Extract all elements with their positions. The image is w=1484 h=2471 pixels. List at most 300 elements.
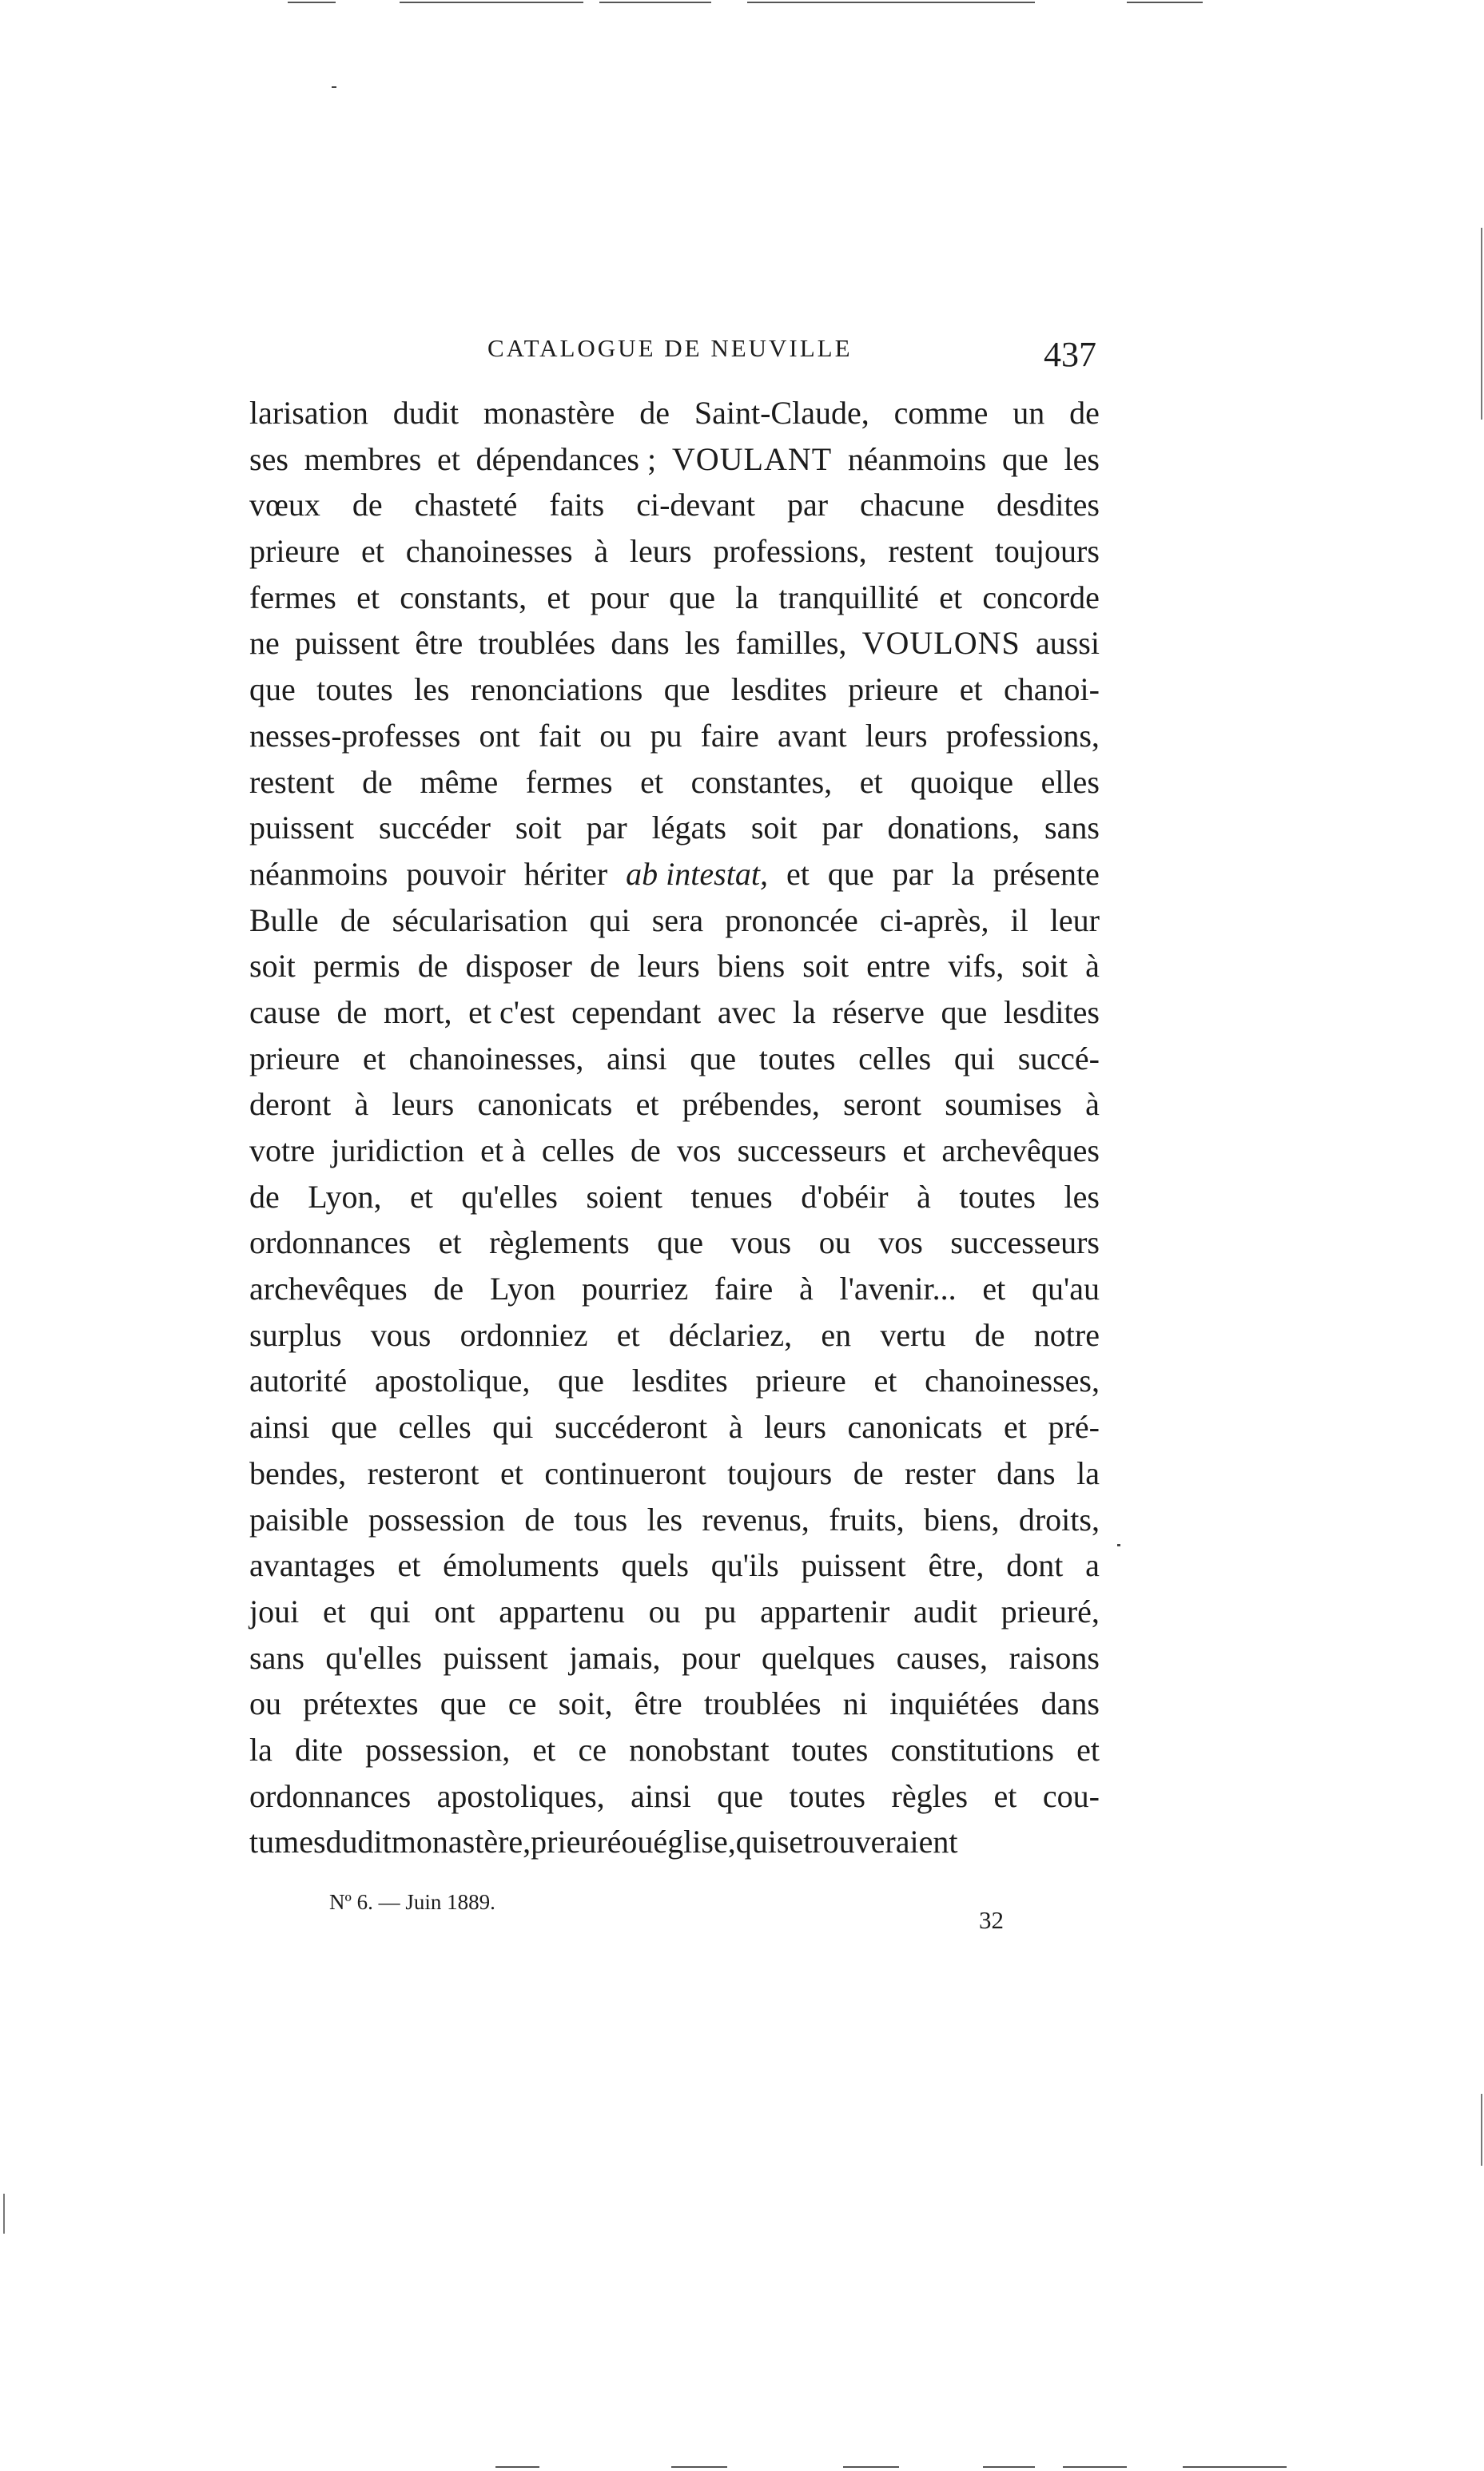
word: toutes	[758, 1040, 836, 1076]
text-line	[249, 1266, 1100, 1312]
text-line	[249, 436, 1100, 483]
word: jamais,	[569, 1639, 661, 1676]
word: ne	[249, 625, 280, 662]
text-line	[249, 989, 1100, 1036]
word: légats	[651, 810, 726, 846]
word: puissent	[249, 810, 355, 846]
word: et	[1003, 1409, 1027, 1446]
word: ordonniez	[460, 1316, 588, 1353]
word: soient	[586, 1178, 662, 1215]
word: sécularisation	[392, 901, 568, 938]
word: ordonnances	[249, 1777, 412, 1814]
word: qu'elles	[461, 1178, 558, 1215]
word: à	[728, 1409, 743, 1446]
word: ce	[578, 1731, 607, 1768]
word: leurs	[865, 717, 928, 754]
word: soit	[750, 810, 798, 846]
word: de	[1069, 395, 1100, 431]
word: par	[892, 855, 933, 892]
word: et	[397, 1547, 421, 1584]
word: chanoinesses,	[408, 1040, 584, 1076]
text-line	[249, 482, 1100, 528]
word: que	[249, 671, 296, 708]
word: puissent	[443, 1639, 548, 1676]
word: inquiétées	[889, 1685, 1020, 1722]
text-line	[249, 1589, 1100, 1635]
word: pouvoir	[406, 855, 506, 892]
word: puissent	[801, 1547, 906, 1584]
word: église,	[653, 1824, 736, 1860]
text-line	[249, 1174, 1100, 1220]
word: qui	[369, 1593, 411, 1629]
word: fermes	[249, 579, 336, 615]
word: fait	[538, 717, 582, 754]
word: donations,	[887, 810, 1020, 846]
word: chanoi-	[1004, 671, 1100, 708]
word: par	[586, 810, 627, 846]
word: sera	[651, 901, 704, 938]
word: canonicats	[847, 1409, 983, 1446]
word: cause	[249, 993, 320, 1030]
word: présente	[993, 855, 1100, 892]
scan-artifact	[1127, 2, 1203, 3]
word: prieure	[249, 533, 340, 570]
word: et	[982, 1271, 1006, 1307]
word: prieure	[755, 1363, 846, 1399]
word: possession,	[365, 1731, 511, 1768]
word: lesdites	[730, 671, 827, 708]
word: avant	[778, 717, 847, 754]
text-line	[249, 1312, 1100, 1359]
word: et	[873, 1363, 897, 1399]
word: nesses-professes	[249, 717, 461, 754]
word: et	[635, 1086, 659, 1123]
text-line	[249, 620, 1100, 666]
word: se	[776, 1824, 804, 1860]
word: soumises	[945, 1086, 1062, 1123]
text-line	[249, 1404, 1100, 1450]
word: ainsi	[631, 1777, 691, 1814]
word: néanmoins	[847, 440, 987, 477]
word: de	[631, 1132, 661, 1168]
word: pourriez	[581, 1271, 689, 1307]
word: être	[415, 625, 464, 662]
word: soit	[802, 948, 849, 985]
word: qu'ils	[710, 1547, 779, 1584]
text-line	[249, 1635, 1100, 1681]
word: pu	[650, 717, 682, 754]
word: qui	[735, 1824, 777, 1860]
word: de	[352, 487, 383, 523]
word: leurs	[629, 533, 692, 570]
word: que	[690, 1040, 737, 1076]
word: puissent	[294, 625, 400, 662]
scan-speck	[332, 86, 336, 88]
word: ordonnances	[249, 1224, 412, 1261]
word: leurs	[637, 948, 700, 985]
text-line	[249, 943, 1100, 989]
word: et	[356, 579, 380, 615]
word: larisation	[249, 395, 368, 431]
word: leur	[1049, 901, 1100, 938]
word: faits	[549, 487, 605, 523]
word: de	[524, 1501, 555, 1538]
word: dudit	[325, 1824, 392, 1860]
word: à	[1085, 1086, 1100, 1123]
word: leurs	[392, 1086, 455, 1123]
word: sans	[249, 1639, 304, 1676]
word: paisible	[249, 1501, 349, 1538]
word: ce	[507, 1685, 537, 1722]
word: que	[440, 1685, 487, 1722]
word: restent	[888, 533, 974, 570]
word: lesdites	[1003, 993, 1100, 1030]
word: celles	[541, 1132, 615, 1168]
text-line	[249, 575, 1100, 621]
word: droits,	[1018, 1501, 1100, 1538]
word: cou-	[1042, 1777, 1100, 1814]
word: dudit	[392, 395, 459, 431]
word: les	[684, 625, 721, 662]
word: leurs	[764, 1409, 826, 1446]
text-line	[249, 390, 1100, 436]
text-line	[249, 1128, 1100, 1174]
word: que	[331, 1409, 377, 1446]
word: de	[340, 901, 371, 938]
word: ses	[249, 440, 288, 477]
word: succé-	[1017, 1040, 1100, 1076]
word: fermes	[525, 763, 613, 800]
word: ou	[818, 1224, 851, 1261]
word: réserve	[832, 993, 925, 1030]
text-line	[249, 528, 1100, 575]
word: vertu	[880, 1316, 946, 1353]
word: et	[902, 1132, 926, 1168]
word: avec	[717, 993, 777, 1030]
word: tenues	[690, 1178, 773, 1215]
word: biens	[717, 948, 786, 985]
word: tous	[574, 1501, 628, 1538]
word: de	[249, 1178, 280, 1215]
word: chacune	[860, 487, 965, 523]
word: de	[336, 993, 368, 1030]
word: de	[974, 1316, 1005, 1353]
word: les	[647, 1501, 683, 1538]
word: toujours	[727, 1454, 833, 1491]
word: prieuré,	[1001, 1593, 1100, 1629]
word: renonciations	[470, 671, 643, 708]
word: votre	[249, 1132, 316, 1168]
word: qu'elles	[325, 1639, 422, 1676]
word: toutes	[316, 671, 393, 708]
word: déclariez,	[668, 1316, 793, 1353]
scan-artifact	[1183, 2466, 1287, 2468]
word: ci-après,	[879, 901, 989, 938]
word: d'obéir	[801, 1178, 889, 1215]
word: par	[822, 810, 863, 846]
word: ont	[434, 1593, 475, 1629]
word: a	[1085, 1547, 1100, 1584]
word: pu	[704, 1593, 737, 1629]
scan-artifact	[495, 2466, 539, 2468]
scan-artifact	[400, 2, 583, 3]
word: Bulle	[249, 901, 319, 938]
word: Saint-Claude,	[694, 395, 869, 431]
word: elles	[1040, 763, 1100, 800]
word: vos	[676, 1132, 722, 1168]
word: appartenir	[760, 1593, 890, 1629]
word: ont	[479, 717, 520, 754]
word: quelques	[761, 1639, 876, 1676]
word: et	[640, 763, 664, 800]
word: soit	[1021, 948, 1068, 985]
text-line	[249, 1450, 1100, 1497]
word: restent	[249, 763, 335, 800]
word: il	[1010, 901, 1028, 938]
word: ou	[249, 1685, 281, 1722]
word: monastère,	[391, 1824, 531, 1860]
word: et	[362, 1040, 386, 1076]
word: la	[1076, 1454, 1100, 1491]
word: desdites	[997, 487, 1100, 523]
word: mort,	[383, 993, 452, 1030]
word: dans	[997, 1454, 1056, 1491]
word: de	[433, 1271, 464, 1307]
word: vœux	[249, 487, 320, 523]
word: que	[717, 1777, 763, 1814]
word: Lyon,	[308, 1178, 382, 1215]
word: disposer	[465, 948, 572, 985]
scan-artifact	[1063, 2466, 1127, 2468]
word: sans	[1044, 810, 1100, 846]
word: troublées	[703, 1685, 822, 1722]
word: professions,	[713, 533, 867, 570]
scan-artifact	[1481, 2094, 1482, 2166]
text-line	[249, 805, 1100, 851]
word: causes,	[896, 1639, 989, 1676]
scan-artifact	[843, 2466, 899, 2468]
page-number: 437	[1044, 335, 1096, 374]
word: les	[414, 671, 450, 708]
word: à	[594, 533, 609, 570]
word: concorde	[982, 579, 1100, 615]
word: que	[1001, 440, 1048, 477]
word: la	[249, 1731, 273, 1768]
word: canonicats	[477, 1086, 613, 1123]
word: qu'au	[1032, 1271, 1100, 1307]
word: et	[547, 579, 571, 615]
word: appartenu	[499, 1593, 625, 1629]
word: comme	[893, 395, 989, 431]
word: prononcée	[725, 901, 858, 938]
word: prébendes,	[682, 1086, 820, 1123]
word: nonobstant	[629, 1731, 770, 1768]
word: et	[410, 1178, 433, 1215]
word: la	[792, 993, 816, 1030]
scan-artifact	[3, 2194, 5, 2234]
word: chanoinesses,	[925, 1363, 1100, 1399]
word: soit	[249, 948, 296, 985]
word: et	[500, 1454, 523, 1491]
sheet-signature: Nº 6. — Juin 1889.	[329, 1890, 495, 1914]
scan-artifact	[1481, 228, 1482, 420]
word: pré-	[1048, 1409, 1100, 1446]
word: dite	[295, 1731, 343, 1768]
word: joui	[249, 1593, 300, 1629]
word: de	[590, 948, 620, 985]
word: à	[1085, 948, 1100, 985]
word: règlements	[489, 1224, 630, 1261]
word: notre	[1033, 1316, 1100, 1353]
word: l'avenir...	[839, 1271, 957, 1307]
word: bendes,	[249, 1454, 347, 1491]
word: et	[1076, 1731, 1100, 1768]
word: néanmoins	[249, 855, 388, 892]
text-line	[249, 666, 1100, 713]
word: deront	[249, 1086, 332, 1123]
word: constantes,	[690, 763, 833, 800]
word: que	[941, 993, 988, 1030]
word: trouveraient	[803, 1824, 958, 1860]
running-title: CATALOGUE DE NEUVILLE	[487, 334, 853, 362]
word: qui	[492, 1409, 534, 1446]
scan-artifact	[747, 2, 1035, 3]
word: succéderont	[555, 1409, 708, 1446]
word: être	[634, 1685, 682, 1722]
word: toutes	[789, 1777, 865, 1814]
word: resteront	[367, 1454, 479, 1491]
word: cependant	[571, 993, 702, 1030]
word: dont	[1006, 1547, 1064, 1584]
word: ainsi	[607, 1040, 667, 1076]
body-text	[249, 390, 1100, 1865]
word: archevêques	[249, 1271, 408, 1307]
word: tranquillité	[778, 579, 919, 615]
word: que	[663, 671, 710, 708]
word: et	[437, 440, 460, 477]
word: troublées	[478, 625, 596, 662]
word: et	[959, 671, 983, 708]
word: archevêques	[941, 1132, 1100, 1168]
word: à	[917, 1178, 931, 1215]
text-line	[249, 897, 1100, 944]
word: ab intestat,	[626, 855, 768, 892]
word: pour	[682, 1639, 741, 1676]
word: dépendances ;	[475, 440, 657, 477]
word: que	[657, 1224, 703, 1261]
word: monastère	[483, 395, 615, 431]
word: et	[322, 1593, 346, 1629]
word: toutes	[791, 1731, 869, 1768]
word: constitutions	[890, 1731, 1054, 1768]
sheet-number: 32	[979, 1906, 1004, 1934]
text-line	[249, 713, 1100, 759]
scan-artifact	[671, 2466, 727, 2468]
word: règles	[891, 1777, 969, 1814]
word: vos	[878, 1224, 923, 1261]
word: que	[558, 1363, 604, 1399]
word: la	[951, 855, 975, 892]
word: faire	[714, 1271, 774, 1307]
word: les	[1064, 1178, 1100, 1215]
word: VOULONS	[861, 625, 1020, 662]
word: biens,	[924, 1501, 1000, 1538]
word: continueront	[544, 1454, 706, 1491]
word: chanoinesses	[405, 533, 573, 570]
word: entre	[866, 948, 931, 985]
text-line	[249, 1220, 1100, 1266]
word: et	[438, 1224, 462, 1261]
word: surplus	[249, 1316, 342, 1353]
text-line	[249, 1081, 1100, 1128]
word: et à	[480, 1132, 526, 1168]
word: de	[853, 1454, 884, 1491]
word: lesdites	[631, 1363, 728, 1399]
text-line	[249, 759, 1100, 806]
word: quels	[621, 1547, 689, 1584]
word: et	[616, 1316, 640, 1353]
scan-artifact	[288, 2, 336, 3]
word: qui	[953, 1040, 996, 1076]
word: familles,	[735, 625, 847, 662]
word: et	[939, 579, 963, 615]
word: vous	[370, 1316, 432, 1353]
word: les	[1064, 440, 1100, 477]
word: et c'est	[468, 993, 555, 1030]
scan-artifact	[599, 2, 711, 3]
word: pour	[590, 579, 649, 615]
word: que	[669, 579, 715, 615]
word: quoique	[910, 763, 1014, 800]
word: ainsi	[249, 1409, 310, 1446]
word: de	[417, 948, 448, 985]
word: à	[354, 1086, 369, 1123]
word: même	[420, 763, 499, 800]
word: toutes	[959, 1178, 1036, 1215]
word: que	[827, 855, 874, 892]
text-line	[249, 1681, 1100, 1727]
word: revenus,	[702, 1501, 810, 1538]
word: vous	[730, 1224, 792, 1261]
scan-speck	[1117, 1544, 1120, 1546]
word: membres	[304, 440, 422, 477]
text-line	[249, 1358, 1100, 1404]
word: apostoliques,	[436, 1777, 605, 1814]
word: ni	[842, 1685, 868, 1722]
word: tumes	[249, 1824, 326, 1860]
word: VOULANT	[671, 440, 833, 477]
word: ou	[599, 717, 632, 754]
word: raisons	[1009, 1639, 1100, 1676]
word: dans	[611, 625, 670, 662]
word: prétextes	[303, 1685, 419, 1722]
scan-artifact	[983, 2466, 1035, 2468]
word: possession	[368, 1501, 505, 1538]
word: soit,	[558, 1685, 613, 1722]
word: et	[361, 533, 384, 570]
word: aussi	[1035, 625, 1100, 662]
word: fruits,	[829, 1501, 905, 1538]
word: apostolique,	[374, 1363, 531, 1399]
word: et	[786, 855, 810, 892]
text-line	[249, 1036, 1100, 1082]
word: constants,	[400, 579, 527, 615]
word: ou	[621, 1824, 654, 1860]
word: de	[362, 763, 392, 800]
text-line	[249, 1773, 1100, 1820]
word: audit	[913, 1593, 977, 1629]
text-line	[249, 1819, 1100, 1865]
